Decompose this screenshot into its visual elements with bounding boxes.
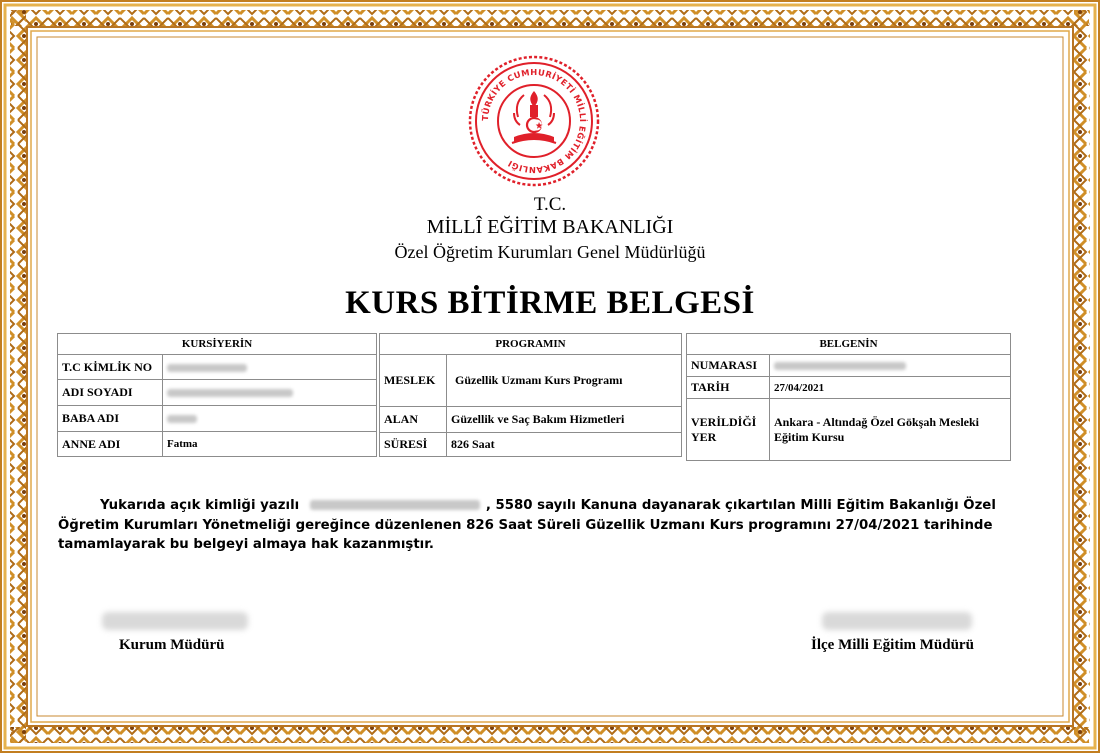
redacted-id [167, 364, 247, 372]
father-value [163, 406, 377, 432]
profession-label: MESLEK [380, 355, 447, 407]
redacted-number [774, 362, 906, 370]
seal-ring-text: TÜRKİYE CUMHURİYETİ MİLLİ EĞİTİM BAKANLIĞI [479, 66, 589, 176]
id-label: T.C KİMLİK NO [58, 355, 163, 380]
ministry-seal [468, 55, 600, 187]
certificate-heading: BELGENİN [687, 334, 1011, 355]
completion-statement [58, 496, 1048, 555]
number-label: NUMARASI [687, 355, 770, 377]
trainee-table [57, 333, 377, 457]
right-signature-redacted [822, 612, 972, 630]
ministry-name: MİLLÎ EĞİTİM BAKANLIĞI [426, 216, 674, 238]
redacted-father [167, 415, 197, 423]
program-table [379, 333, 682, 457]
field-label: ALAN [380, 407, 447, 433]
date-label: TARİH [687, 377, 770, 399]
directorate-name: Özel Öğretim Kurumları Genel Müdürlüğü [394, 242, 706, 262]
left-signature-title: Kurum Müdürü [119, 637, 225, 653]
profession-value: Güzellik Uzmanı Kurs Programı [447, 355, 682, 407]
place-label: VERİLDİĞİ YER [687, 399, 770, 461]
redacted-holder-name [310, 500, 480, 510]
duration-value: 826 Saat [447, 433, 682, 457]
number-value [770, 355, 1011, 377]
name-label: ADI SOYADI [58, 380, 163, 406]
date-value: 27/04/2021 [770, 377, 1011, 399]
name-value [163, 380, 377, 406]
statement-part-1: Yukarıda açık kimliği yazılı [100, 498, 300, 513]
duration-label: SÜRESİ [380, 433, 447, 457]
redacted-name [167, 389, 293, 397]
trainee-heading: KURSİYERİN [58, 334, 377, 355]
certificate-title: KURS BİTİRME BELGESİ [345, 285, 755, 321]
field-value: Güzellik ve Saç Bakım Hizmetleri [447, 407, 682, 433]
certificate-info-table [686, 333, 1011, 461]
place-value: Ankara - Altındağ Özel Gökşah Mesleki Eğitim Kursu [770, 399, 1011, 461]
statement-part-2: , 5580 sayılı Kanuna dayanarak çıkartılan Milli Eğitim Bakanlığı Özel Öğretim Kurumları Yönetmeliği gereğince düzenlenen 826 Saat Süreli Güzellik Uzmanı Kurs programını 27/04/2021 tarihinde tamamlayarak bu belgeyi almaya hak kazanmıştır. [58, 498, 996, 552]
program-heading: PROGRAMIN [380, 334, 682, 355]
mother-value: Fatma [163, 432, 377, 457]
left-signature-redacted [102, 612, 248, 630]
mother-label: ANNE ADI [58, 432, 163, 457]
right-signature-title: İlçe Milli Eğitim Müdürü [811, 637, 974, 653]
father-label: BABA ADI [58, 406, 163, 432]
country-label: T.C. [533, 194, 567, 215]
id-value [163, 355, 377, 380]
